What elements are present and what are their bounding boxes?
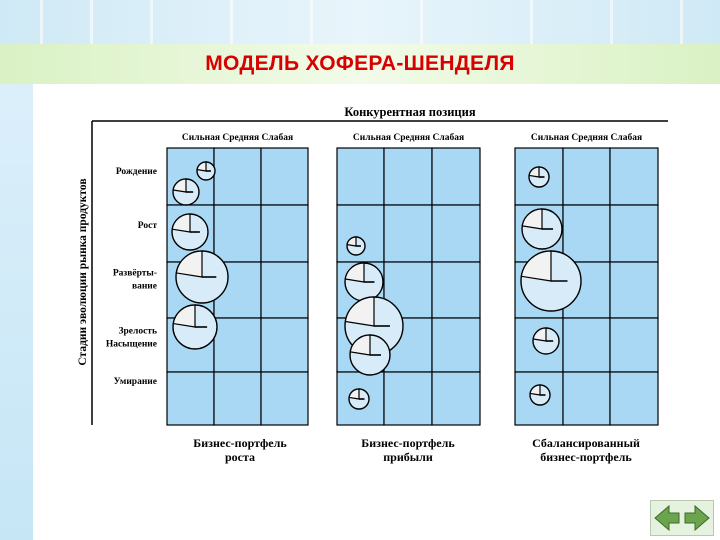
stage-label: Развёрты- (112, 268, 157, 279)
forward-arrow-icon[interactable] (685, 506, 709, 530)
portfolio-caption: Бизнес-портфель (361, 436, 455, 450)
grid-cell (610, 372, 658, 425)
grid-cell (563, 205, 610, 262)
stage-label: Зрелость (118, 326, 157, 337)
top-axis-label: Конкурентная позиция (344, 105, 476, 119)
bubble (197, 162, 215, 180)
portfolio-caption: бизнес-портфель (540, 450, 632, 464)
grid-cell (214, 318, 261, 372)
bubble (530, 385, 550, 405)
nav-arrows (650, 500, 714, 536)
bubble (521, 251, 581, 311)
stage-label: Насыщение (105, 339, 157, 350)
portfolio-caption: прибыли (383, 450, 433, 464)
bubble (173, 179, 199, 205)
grid-cell (261, 262, 308, 318)
grid-cell (261, 205, 308, 262)
bubble (176, 251, 228, 303)
portfolio-caption: роста (224, 450, 256, 464)
column-headers: Сильная Средняя Слабая (530, 133, 643, 143)
grid-cell (432, 148, 480, 205)
side-axis-label: Стадии эволюции рынка продуктов (77, 178, 89, 366)
grid-cell (384, 148, 432, 205)
bubble (345, 263, 383, 301)
bubble (533, 328, 559, 354)
bubble (350, 335, 390, 375)
grid-cell (563, 372, 610, 425)
stage-label: Умирание (113, 377, 157, 387)
grid-cell (563, 318, 610, 372)
grid-cell (261, 372, 308, 425)
grid-cell (432, 372, 480, 425)
back-arrow-icon[interactable] (655, 506, 679, 530)
grid-cell (214, 148, 261, 205)
grid-cell (261, 148, 308, 205)
grid-cell (610, 148, 658, 205)
column-headers: Сильная Средняя Слабая (352, 133, 465, 143)
slide-title: МОДЕЛЬ ХОФЕРА-ШЕНДЕЛЯ (205, 52, 515, 75)
grid-cell (167, 372, 214, 425)
portfolio-caption: Сбалансированный (532, 436, 640, 450)
bubble (522, 209, 562, 249)
stage-label: Рождение (115, 167, 157, 177)
grid-cell (432, 205, 480, 262)
grid-cell (432, 318, 480, 372)
bubble (349, 389, 369, 409)
grid-cell (610, 262, 658, 318)
stage-label: вание (131, 281, 157, 292)
grid-cell (214, 372, 261, 425)
grid-cell (432, 262, 480, 318)
grid-cell (610, 205, 658, 262)
grid-cell (384, 205, 432, 262)
grid-cell (563, 148, 610, 205)
bubble (173, 305, 217, 349)
grid-cell (261, 318, 308, 372)
grid-cell (337, 148, 384, 205)
grid-cell (214, 205, 261, 262)
bubble (529, 167, 549, 187)
column-headers: Сильная Средняя Слабая (181, 133, 294, 143)
grid-cell (384, 372, 432, 425)
grid-cell (610, 318, 658, 372)
portfolio-caption: Бизнес-портфель (193, 436, 287, 450)
bubble (347, 237, 365, 255)
stage-label: Рост (137, 221, 157, 231)
bubble (172, 214, 208, 250)
